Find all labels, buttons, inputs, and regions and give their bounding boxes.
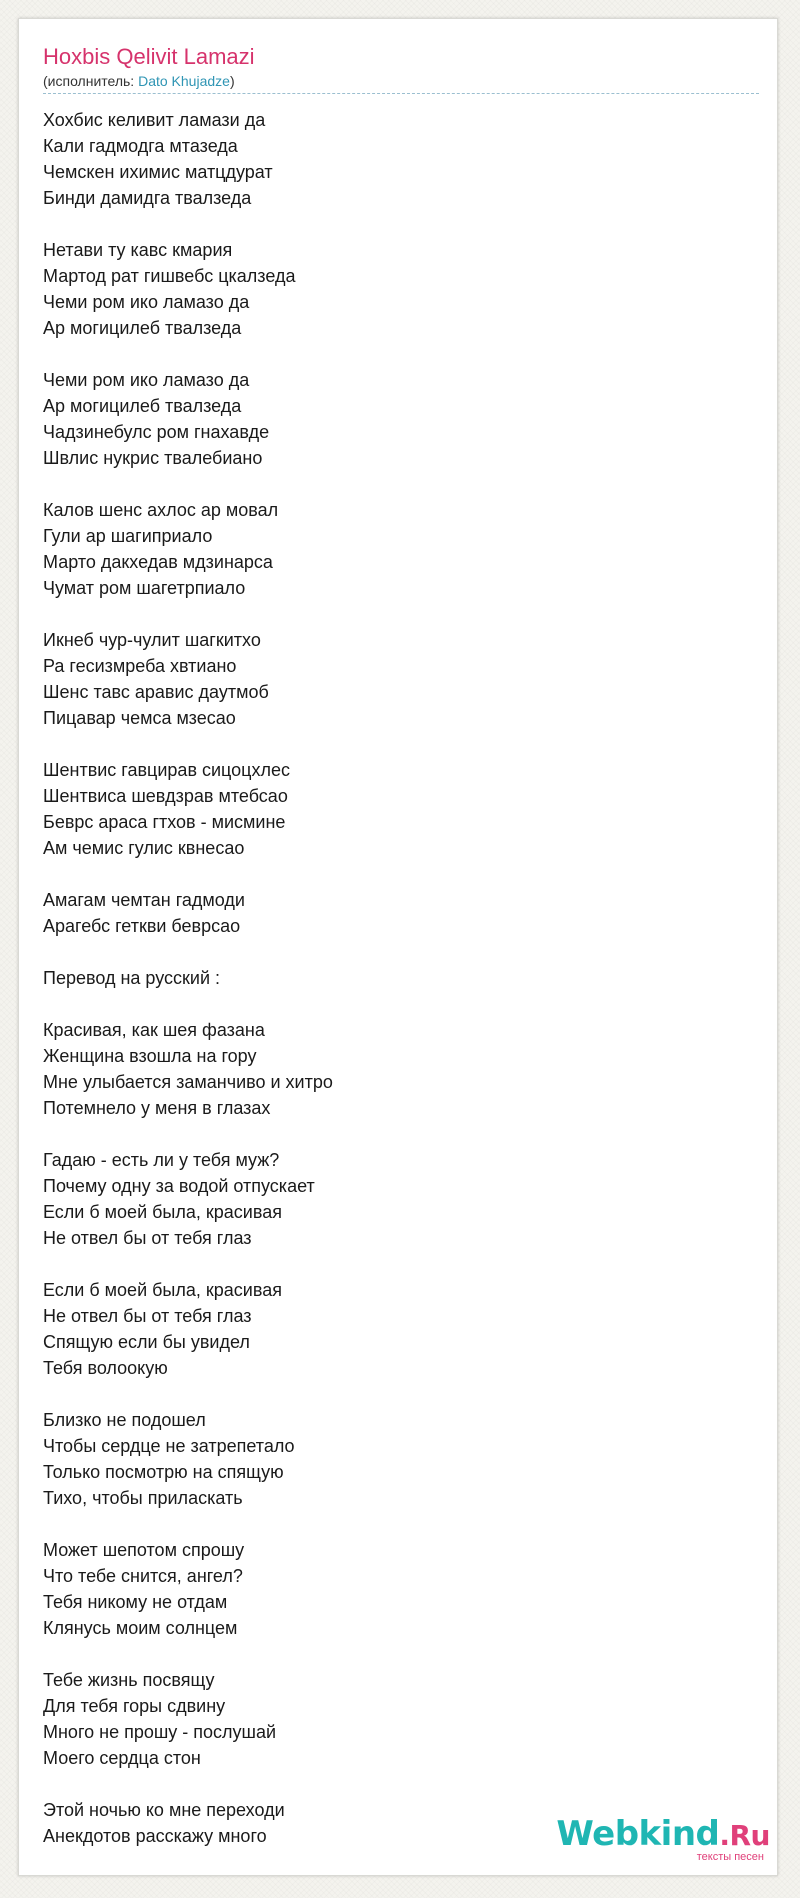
lyric-line: Марто дакхедав мдзинарса (43, 552, 273, 572)
artist-suffix: ) (229, 73, 235, 89)
lyric-line: Если б моей была, красивая (43, 1202, 282, 1222)
lyrics-stanza (43, 1667, 743, 1771)
lyric-line: Этой ночью ко мне переходи (43, 1800, 285, 1820)
lyrics-stanza (43, 627, 743, 731)
lyric-line: Тебя волоокую (43, 1358, 168, 1378)
lyric-line: Моего сердца стон (43, 1748, 201, 1768)
lyric-line: Красивая, как шея фазана (43, 1020, 265, 1040)
lyric-line: Бинди дамидга твалзеда (43, 188, 252, 208)
lyric-line: Амагам чемтан гадмоди (43, 890, 245, 910)
lyric-line: Беврс араса гтхов - мисмине (43, 812, 286, 832)
lyric-line: Ар могицилеб твалзеда (43, 396, 242, 416)
lyric-line: Кали гадмодга мтазеда (43, 136, 238, 156)
watermark-logo (556, 1814, 770, 1854)
watermark-name: Webkind (556, 1814, 720, 1854)
lyric-line: Что тебе снится, ангел? (43, 1566, 243, 1586)
lyric-line: Женщина взошла на гору (43, 1046, 257, 1066)
lyric-line: Перевод на русский : (43, 968, 220, 988)
lyric-line: Анекдотов расскажу много (43, 1826, 267, 1846)
lyric-line: Ар могицилеб твалзеда (43, 318, 242, 338)
artist-link[interactable]: Dato Khujadze (138, 73, 230, 89)
lyric-line: Пицавар чемса мзесао (43, 708, 236, 728)
lyric-line: Чтобы сердце не затрепетало (43, 1436, 295, 1456)
lyric-line: Тебя никому не отдам (43, 1592, 228, 1612)
lyric-line: Близко не подошел (43, 1410, 206, 1430)
lyric-line: Чемскен ихимис матцдурат (43, 162, 273, 182)
lyrics-stanza (43, 1017, 743, 1121)
lyrics-stanza (43, 1407, 743, 1511)
lyrics-stanza (43, 497, 743, 601)
lyrics-card (18, 18, 778, 1876)
lyric-line: Только посмотрю на спящую (43, 1462, 284, 1482)
lyrics-stanza (43, 1277, 743, 1381)
lyric-line: Швлис нукрис твалебиано (43, 448, 263, 468)
lyric-line: Калов шенс ахлос ар мовал (43, 500, 279, 520)
lyric-line: Икнеб чур-чулит шагкитхо (43, 630, 261, 650)
lyric-line: Ра гесизмреба хвтиано (43, 656, 237, 676)
lyric-line: Чеми ром ико ламазо да (43, 292, 250, 312)
lyric-line: Чумат ром шагетрпиало (43, 578, 246, 598)
lyric-line: Тихо, чтобы приласкать (43, 1488, 243, 1508)
lyric-line: Чеми ром ико ламазо да (43, 370, 250, 390)
lyric-line: Мне улыбается заманчиво и хитро (43, 1072, 333, 1092)
lyric-line: Мартод рат гишвебс цкалзеда (43, 266, 296, 286)
lyric-line: Гадаю - есть ли у тебя муж? (43, 1150, 280, 1170)
lyrics-body (43, 107, 743, 1875)
lyric-line: Нетави ту кавс кмария (43, 240, 233, 260)
lyric-line: Шенс тавс аравис даутмоб (43, 682, 269, 702)
lyric-line: Не отвел бы от тебя глаз (43, 1228, 252, 1248)
lyric-line: Шентвис гавцирав сицоцхлес (43, 760, 290, 780)
song-title: Hoxbis Qelivit Lamazi (43, 44, 255, 69)
lyric-line: Арагебс геткви беврсао (43, 916, 241, 936)
lyric-line: Чадзинебулс ром гнахавде (43, 422, 270, 442)
watermark-tld: .Ru (719, 1819, 770, 1852)
lyric-line: Клянусь моим солнцем (43, 1618, 238, 1638)
lyric-line: Если б моей была, красивая (43, 1280, 282, 1300)
lyric-line: Потемнело у меня в глазах (43, 1098, 271, 1118)
lyrics-stanza (43, 757, 743, 861)
lyric-line: Ам чемис гулис квнесао (43, 838, 245, 858)
lyrics-stanza (43, 107, 743, 211)
lyric-line: Много не прошу - послушай (43, 1722, 277, 1742)
lyrics-stanza (43, 887, 743, 939)
lyric-line: Не отвел бы от тебя глаз (43, 1306, 252, 1326)
lyric-line: Для тебя горы сдвину (43, 1696, 226, 1716)
lyrics-stanza (43, 367, 743, 471)
watermark-tagline: тексты песен (696, 1851, 764, 1863)
lyric-line: Хохбис келивит ламази да (43, 110, 266, 130)
lyric-line: Шентвиса шевдзрав мтебсао (43, 786, 288, 806)
lyric-line: Может шепотом спрошу (43, 1540, 245, 1560)
lyrics-stanza (43, 237, 743, 341)
lyric-line: Гули ар шагиприало (43, 526, 213, 546)
artist-line (43, 73, 235, 89)
header-divider (43, 93, 759, 94)
artist-prefix: (исполнитель: (43, 73, 139, 89)
lyric-line: Почему одну за водой отпускает (43, 1176, 315, 1196)
lyrics-stanza (43, 1537, 743, 1641)
lyric-line: Тебе жизнь посвящу (43, 1670, 215, 1690)
lyrics-stanza (43, 965, 743, 991)
lyric-line: Спящую если бы увидел (43, 1332, 250, 1352)
site-watermark (556, 1814, 770, 1863)
lyrics-stanza (43, 1147, 743, 1251)
